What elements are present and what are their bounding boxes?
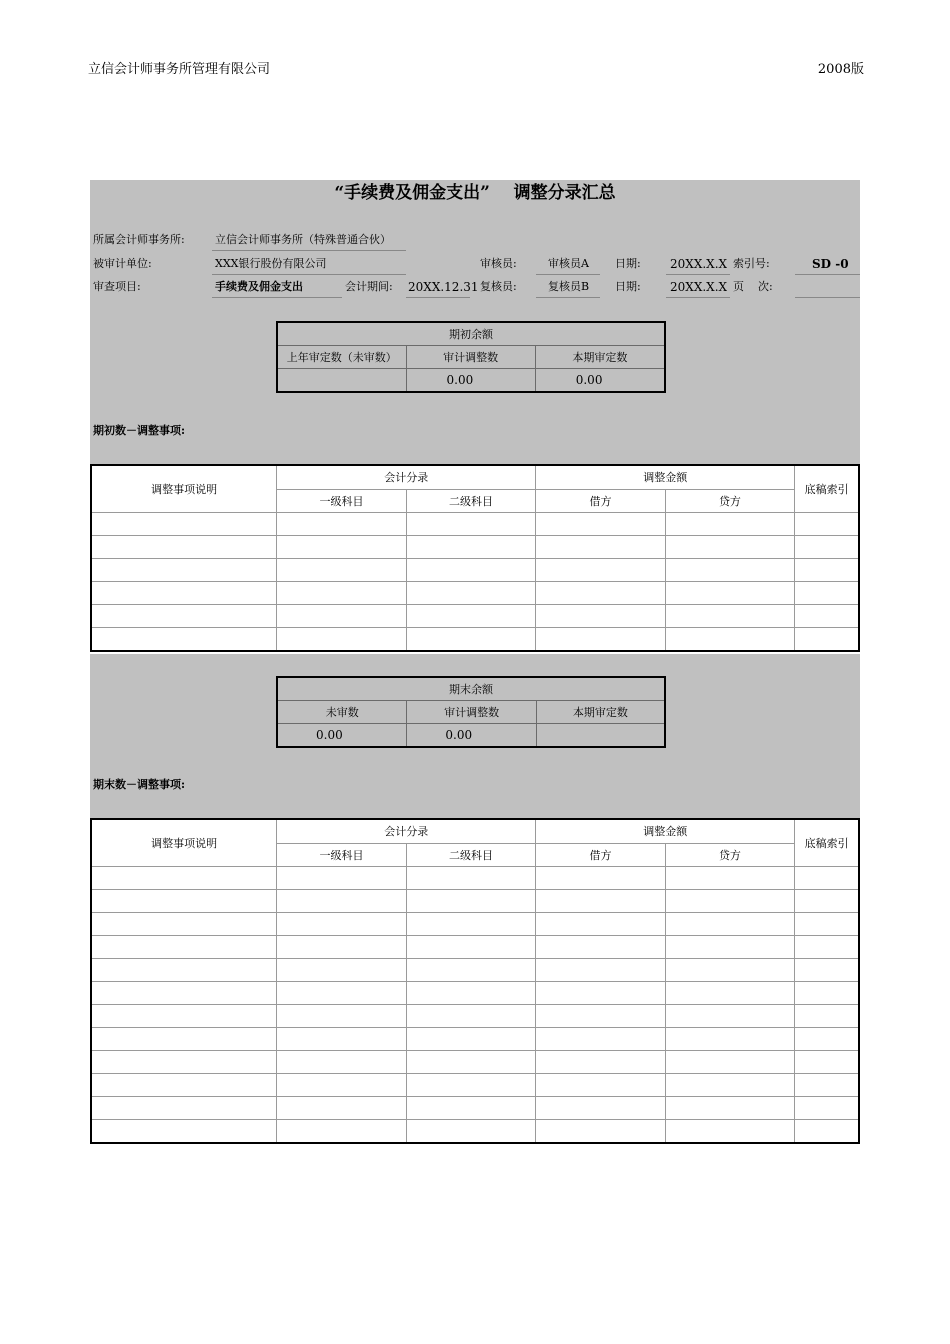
table-cell[interactable] [406, 982, 535, 1005]
table-cell[interactable] [665, 1005, 794, 1028]
table-cell[interactable] [277, 913, 406, 936]
table-cell[interactable] [536, 559, 665, 582]
table-cell[interactable] [91, 890, 277, 913]
table-cell[interactable] [795, 982, 859, 1005]
table-cell[interactable] [795, 936, 859, 959]
table-cell[interactable] [91, 867, 277, 890]
table-cell[interactable] [536, 628, 665, 652]
table-cell[interactable] [277, 936, 406, 959]
table-cell[interactable] [795, 582, 859, 605]
worksheet [90, 180, 860, 1150]
table-cell[interactable] [536, 1074, 665, 1097]
table-cell[interactable] [536, 582, 665, 605]
col-entry-header: 会计分录 [277, 465, 536, 489]
firm-label: 所属会计师事务所: [93, 233, 185, 246]
closing-val-current [536, 724, 665, 748]
table-cell[interactable] [406, 936, 535, 959]
table-cell[interactable] [795, 1097, 859, 1120]
table-row [91, 982, 859, 1005]
closing-col-unaudited: 未审数 [277, 701, 407, 724]
table-cell[interactable] [406, 959, 535, 982]
table-cell[interactable] [665, 1120, 794, 1144]
table-cell[interactable] [536, 1097, 665, 1120]
table-cell[interactable] [795, 536, 859, 559]
col-credit-header: 贷方 [665, 489, 794, 513]
table-cell[interactable] [536, 536, 665, 559]
table-cell[interactable] [665, 1097, 794, 1120]
table-cell[interactable] [91, 628, 277, 652]
table-row [91, 628, 859, 652]
col-ref-header: 底稿索引 [795, 819, 859, 867]
table-cell[interactable] [406, 559, 535, 582]
table-cell[interactable] [795, 959, 859, 982]
table-row [91, 1074, 859, 1097]
table-cell[interactable] [406, 1120, 535, 1144]
period-underline [406, 297, 470, 298]
table-cell[interactable] [277, 867, 406, 890]
rechecker-label: 复核员: [480, 280, 517, 293]
col-level2-header: 二级科目 [406, 843, 535, 867]
opening-col-current: 本期审定数 [535, 346, 665, 369]
opening-adjustments-table [90, 464, 860, 652]
table-cell[interactable] [406, 536, 535, 559]
table-cell[interactable] [406, 628, 535, 652]
table-row [91, 936, 859, 959]
table-row [91, 1120, 859, 1144]
col-level1-header: 一级科目 [277, 843, 406, 867]
table-cell[interactable] [795, 605, 859, 628]
table-cell[interactable] [91, 982, 277, 1005]
table-cell[interactable] [277, 982, 406, 1005]
table-row [91, 913, 859, 936]
table-cell[interactable] [536, 890, 665, 913]
table-cell[interactable] [795, 513, 859, 536]
table-row [91, 959, 859, 982]
table-cell[interactable] [795, 1074, 859, 1097]
table-cell[interactable] [536, 513, 665, 536]
closing-adjustments-table [90, 818, 860, 1144]
table-cell[interactable] [536, 1051, 665, 1074]
table-cell[interactable] [91, 913, 277, 936]
table-row [91, 605, 859, 628]
period-value: 20XX.12.31 [408, 280, 479, 294]
table-cell[interactable] [277, 1028, 406, 1051]
table-cell[interactable] [795, 913, 859, 936]
table-row [91, 559, 859, 582]
table-cell[interactable] [277, 513, 406, 536]
index-label: 索引号: [733, 257, 770, 270]
col-desc-header: 调整事项说明 [91, 465, 277, 513]
col-desc-header: 调整事项说明 [91, 819, 277, 867]
opening-adjustments-heading: 期初数－调整事项: [93, 424, 186, 437]
table-cell[interactable] [665, 959, 794, 982]
reviewer-value: 审核员A [548, 257, 589, 270]
date2-label: 日期: [615, 280, 641, 293]
table-row [91, 867, 859, 890]
table-cell[interactable] [795, 1120, 859, 1144]
version-label: 2008版 [817, 62, 864, 77]
table-row [91, 582, 859, 605]
closing-balance-table [276, 676, 666, 748]
table-cell[interactable] [406, 1028, 535, 1051]
table-cell[interactable] [406, 582, 535, 605]
page-label: 页 次: [733, 280, 773, 293]
table-cell[interactable] [665, 559, 794, 582]
table-cell[interactable] [406, 605, 535, 628]
closing-title: 期末余额 [277, 677, 665, 701]
table-cell[interactable] [277, 1120, 406, 1144]
date2-value: 20XX.X.X [670, 280, 728, 294]
opening-col-adjust: 审计调整数 [406, 346, 535, 369]
table-cell[interactable] [795, 890, 859, 913]
table-cell[interactable] [91, 605, 277, 628]
table-cell[interactable] [406, 890, 535, 913]
table-cell[interactable] [406, 513, 535, 536]
table-cell[interactable] [406, 1074, 535, 1097]
table-cell[interactable] [91, 1051, 277, 1074]
company-name: 立信会计师事务所管理有限公司 [88, 62, 271, 77]
table-cell[interactable] [277, 559, 406, 582]
table-cell[interactable] [277, 1051, 406, 1074]
date-label: 日期: [615, 257, 641, 270]
table-cell[interactable] [665, 982, 794, 1005]
closing-col-adjust: 审计调整数 [407, 701, 536, 724]
col-entry-header: 会计分录 [277, 819, 536, 843]
table-cell[interactable] [536, 867, 665, 890]
col-ref-header: 底稿索引 [795, 465, 859, 513]
table-cell[interactable] [665, 513, 794, 536]
table-cell[interactable] [536, 1120, 665, 1144]
table-cell[interactable] [277, 890, 406, 913]
client-label: 被审计单位: [93, 257, 152, 270]
opening-val-current: 0.00 [535, 369, 665, 393]
table-row [91, 1097, 859, 1120]
table-cell[interactable] [91, 536, 277, 559]
col-debit-header: 借方 [536, 843, 665, 867]
table-row [91, 513, 859, 536]
table-cell[interactable] [277, 1097, 406, 1120]
table-cell[interactable] [665, 1028, 794, 1051]
table-row [91, 1051, 859, 1074]
table-cell[interactable] [795, 1005, 859, 1028]
table-cell[interactable] [536, 605, 665, 628]
table-cell[interactable] [277, 536, 406, 559]
table-cell[interactable] [665, 913, 794, 936]
col-level2-header: 二级科目 [406, 489, 535, 513]
table-cell[interactable] [91, 559, 277, 582]
table-row [91, 1028, 859, 1051]
page-underline [795, 297, 860, 298]
table-cell[interactable] [277, 959, 406, 982]
item-value: 手续费及佣金支出 [215, 280, 303, 293]
table-cell[interactable] [795, 628, 859, 652]
col-amount-header: 调整金额 [536, 819, 795, 843]
index-underline [795, 274, 860, 275]
table-cell[interactable] [795, 559, 859, 582]
table-cell[interactable] [665, 890, 794, 913]
table-cell[interactable] [91, 936, 277, 959]
item-underline [212, 297, 342, 298]
opening-val-prior [277, 369, 406, 393]
index-value: SD -0 [812, 257, 849, 271]
table-cell[interactable] [91, 959, 277, 982]
firm-underline [212, 250, 406, 251]
table-cell[interactable] [406, 1051, 535, 1074]
item-label: 审查项目: [93, 280, 141, 293]
table-cell[interactable] [91, 1005, 277, 1028]
rechecker-value: 复核员B [548, 280, 590, 293]
table-cell[interactable] [406, 867, 535, 890]
date-underline [666, 274, 730, 275]
reviewer-underline [536, 274, 600, 275]
date-value: 20XX.X.X [670, 257, 728, 271]
table-cell[interactable] [665, 582, 794, 605]
client-value: XXX银行股份有限公司 [215, 257, 327, 270]
table-cell[interactable] [536, 1005, 665, 1028]
col-amount-header: 调整金额 [536, 465, 795, 489]
table-cell[interactable] [665, 1051, 794, 1074]
opening-balance-table [276, 321, 666, 393]
table-cell[interactable] [277, 1074, 406, 1097]
opening-title: 期初余额 [277, 322, 665, 346]
closing-adjustments-heading: 期末数－调整事项: [93, 778, 186, 791]
table-cell[interactable] [277, 1005, 406, 1028]
col-level1-header: 一级科目 [277, 489, 406, 513]
table-cell[interactable] [665, 867, 794, 890]
col-debit-header: 借方 [536, 489, 665, 513]
table-cell[interactable] [665, 1074, 794, 1097]
table-cell[interactable] [795, 1028, 859, 1051]
table-row [91, 536, 859, 559]
date2-underline [666, 297, 730, 298]
table-cell[interactable] [406, 913, 535, 936]
table-cell[interactable] [536, 959, 665, 982]
table-cell[interactable] [277, 628, 406, 652]
table-row [91, 1005, 859, 1028]
table-cell[interactable] [406, 1005, 535, 1028]
table-cell[interactable] [536, 936, 665, 959]
table-cell[interactable] [795, 1051, 859, 1074]
page-title: “手续费及佣金支出” 调整分录汇总 [334, 183, 616, 203]
table-cell[interactable] [91, 582, 277, 605]
rechecker-underline [536, 297, 600, 298]
reviewer-label: 审核员: [480, 257, 517, 270]
closing-val-unaudited: 0.00 [277, 724, 407, 748]
table-cell[interactable] [536, 982, 665, 1005]
client-underline [212, 274, 406, 275]
table-cell[interactable] [91, 1028, 277, 1051]
table-cell[interactable] [91, 513, 277, 536]
table-cell[interactable] [91, 1074, 277, 1097]
closing-col-current: 本期审定数 [536, 701, 665, 724]
table-cell[interactable] [91, 1120, 277, 1144]
opening-val-adjust: 0.00 [406, 369, 535, 393]
table-cell[interactable] [277, 582, 406, 605]
opening-col-prior: 上年审定数（未审数） [277, 346, 406, 369]
period-label: 会计期间: [345, 280, 393, 293]
table-cell[interactable] [665, 536, 794, 559]
table-cell[interactable] [665, 936, 794, 959]
table-cell[interactable] [91, 1097, 277, 1120]
table-cell[interactable] [536, 913, 665, 936]
closing-val-adjust: 0.00 [407, 724, 536, 748]
firm-value: 立信会计师事务所（特殊普通合伙） [215, 233, 391, 246]
table-cell[interactable] [406, 1097, 535, 1120]
table-cell[interactable] [277, 605, 406, 628]
col-credit-header: 贷方 [665, 843, 794, 867]
table-cell[interactable] [665, 628, 794, 652]
table-cell[interactable] [665, 605, 794, 628]
table-row [91, 890, 859, 913]
table-cell[interactable] [795, 867, 859, 890]
table-cell[interactable] [536, 1028, 665, 1051]
